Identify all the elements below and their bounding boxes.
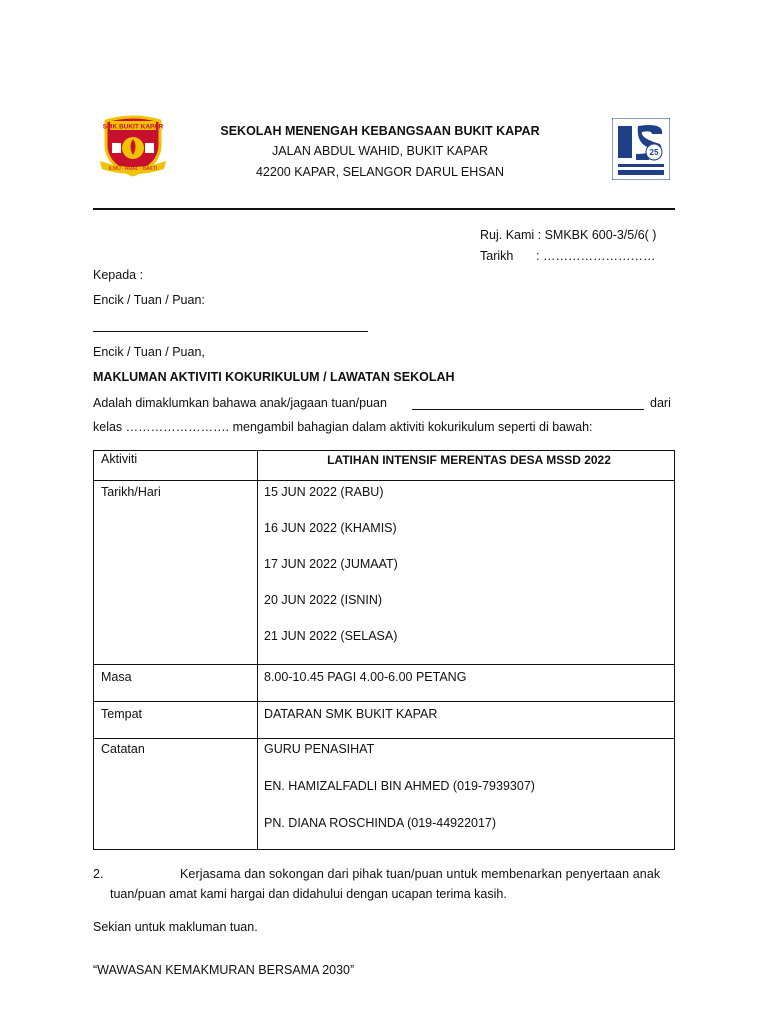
ministry-logo: [612, 118, 670, 180]
reference-number: Ruj. Kami : SMKBK 600-3/5/6( ): [480, 228, 657, 242]
date-label: Tarikh: [480, 249, 514, 263]
date-value: : ………………………: [536, 249, 656, 263]
header-divider: [93, 208, 675, 210]
table-label-cell: [94, 702, 258, 739]
address-line-1: JALAN ABDUL WAHID, BUKIT KAPAR: [271, 144, 489, 158]
table-row: [94, 739, 675, 850]
table-value-cell: [258, 451, 675, 481]
svg-text:25: 25: [649, 148, 659, 157]
date-entry: 21 JUN 2022 (SELASA): [264, 629, 398, 643]
table-value-cell: [258, 739, 675, 850]
svg-text:ILMU · AMAL · BAKTI: ILMU · AMAL · BAKTI: [108, 166, 158, 172]
advisor-contact: EN. HAMIZALFADLI BIN AHMED (019-7939307): [264, 779, 535, 793]
activity-table: [93, 450, 675, 850]
notes-label: Catatan: [101, 742, 145, 756]
table-row: [94, 481, 675, 665]
date-entry: 15 JUN 2022 (RABU): [264, 485, 384, 499]
place-value: DATARAN SMK BUKIT KAPAR: [264, 707, 438, 721]
salutation-line-2: Encik / Tuan / Puan,: [93, 345, 205, 359]
table-value-cell: [258, 665, 675, 702]
paragraph-2-line-2: tuan/puan amat kami hargai dan didahului dengan ucapan terima kasih.: [110, 887, 507, 901]
activity-label: Aktiviti: [101, 452, 138, 466]
table-row: [94, 451, 675, 481]
recipient-name-blank[interactable]: [93, 331, 368, 332]
school-name: SEKOLAH MENENGAH KEBANGSAAN BUKIT KAPAR: [220, 124, 540, 138]
kepada-label: Kepada :: [93, 268, 144, 282]
intro-line-1-end: dari: [650, 396, 671, 410]
table-row: [94, 665, 675, 702]
table-label-cell: [94, 451, 258, 481]
intro-line-1-start: Adalah dimaklumkan bahawa anak/jagaan tuan/puan: [93, 396, 387, 410]
date-day-label: Tarikh/Hari: [101, 485, 161, 499]
time-value: 8.00-10.45 PAGI 4.00-6.00 PETANG: [264, 670, 467, 684]
activity-name: LATIHAN INTENSIF MERENTAS DESA MSSD 2022: [327, 453, 611, 467]
table-label-cell: [94, 739, 258, 850]
table-label-cell: [94, 665, 258, 702]
table-value-cell: [258, 702, 675, 739]
advisor-contact: PN. DIANA ROSCHINDA (019-44922017): [264, 816, 497, 830]
closing-line: Sekian untuk makluman tuan.: [93, 920, 258, 934]
intro-line-2: kelas ……………………. mengambil bahagian dalam aktiviti kokurikulum seperti di bawah:: [93, 420, 593, 434]
letter-subject: MAKLUMAN AKTIVITI KOKURIKULUM / LAWATAN SEKOLAH: [93, 370, 455, 384]
school-motto: “WAWASAN KEMAKMURAN BERSAMA 2030”: [93, 963, 355, 977]
table-label-cell: [94, 481, 258, 665]
table-value-cell: [258, 481, 675, 665]
date-entry: 17 JUN 2022 (JUMAAT): [264, 557, 398, 571]
time-label: Masa: [101, 670, 132, 684]
place-label: Tempat: [101, 707, 142, 721]
date-entry: 16 JUN 2022 (KHAMIS): [264, 521, 397, 535]
salutation-line-1: Encik / Tuan / Puan:: [93, 293, 205, 307]
paragraph-2-line-1: Kerjasama dan sokongan dari pihak tuan/puan untuk membenarkan penyertaan anak: [180, 867, 661, 881]
svg-text:SMK BUKIT KAPAR: SMK BUKIT KAPAR: [102, 123, 164, 131]
paragraph-number: 2.: [93, 867, 104, 881]
address-line-2: 42200 KAPAR, SELANGOR DARUL EHSAN: [255, 165, 504, 179]
date-entry: 20 JUN 2022 (ISNIN): [264, 593, 383, 607]
table-row: [94, 702, 675, 739]
student-name-blank[interactable]: [412, 409, 644, 410]
advisor-title: GURU PENASIHAT: [264, 742, 375, 756]
school-crest-logo: [98, 115, 168, 177]
